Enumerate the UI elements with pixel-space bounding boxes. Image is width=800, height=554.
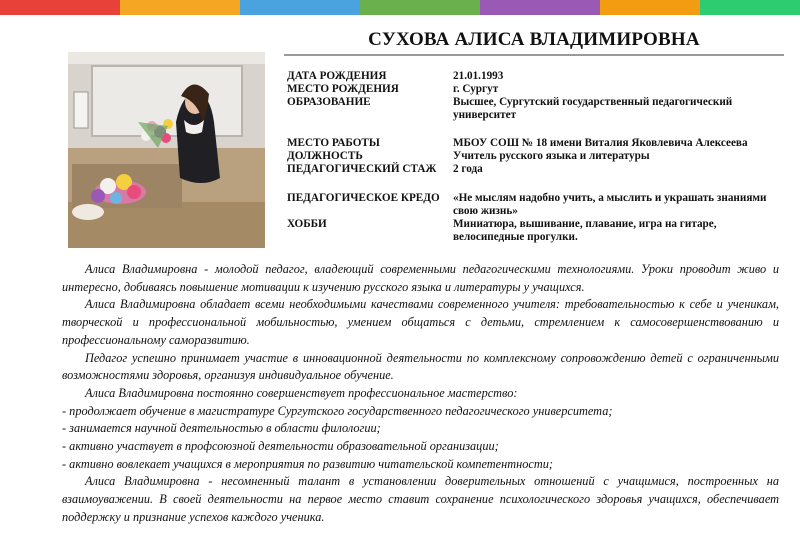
info-label: ПЕДАГОГИЧЕСКОЕ КРЕДО — [287, 192, 440, 204]
bio-paragraph: Педагог успешно принимает участие в инновационной деятельности по комплексному сопровождению детей с ограниченными возможностями здоровья, организуя индивидуальное обучение. — [62, 350, 779, 383]
stripe-segment — [0, 0, 120, 15]
stripe-segment — [480, 0, 600, 15]
info-value: 21.01.1993 — [453, 70, 504, 82]
info-value: «Не мыслям надобно учить, а мыслить и украшать знаниями свою жизнь» — [453, 192, 767, 217]
info-value: Учитель русского языка и литературы — [453, 150, 650, 162]
biography-text — [62, 261, 779, 527]
bio-paragraph: Алиса Владимировна обладает всеми необходимыми качествами современного учителя: требовательностью к себе и ученикам, творческой и профессиональной мобильностью, умением общаться с детьми, стремлением к самосовершенствованию и профессиональному саморазвитию. — [62, 297, 779, 347]
page-title: СУХОВА АЛИСА ВЛАДИМИРОВНА — [368, 29, 700, 50]
info-label: МЕСТО РАБОТЫ — [287, 137, 380, 149]
title-underline — [284, 54, 784, 56]
info-label: ПЕДАГОГИЧЕСКИЙ СТАЖ — [287, 163, 437, 175]
info-value: Высшее, Сургутский государственный педагогический университет — [453, 96, 733, 121]
stripe-segment — [240, 0, 360, 15]
info-label: ОБРАЗОВАНИЕ — [287, 96, 371, 108]
info-label: ДАТА РОЖДЕНИЯ — [287, 70, 387, 82]
bio-list-item: - активно участвует в профсоюзной деятельности образовательной организации; — [62, 439, 499, 454]
bio-list-item: - активно вовлекает учащихся в мероприятия по развитию читательской компетентности; — [62, 456, 553, 471]
info-label: ХОББИ — [287, 218, 327, 230]
bio-list-item: - занимается научной деятельностью в области филологии; — [62, 421, 381, 436]
bio-paragraph: Алиса Владимировна постоянно совершенствует профессиональное мастерство: — [85, 385, 518, 400]
stripe-segment — [600, 0, 700, 15]
stripe-segment — [700, 0, 800, 15]
teacher-photo — [68, 52, 265, 248]
info-value: г. Сургут — [453, 83, 499, 95]
header-color-stripe — [0, 0, 800, 15]
teacher-with-flowers-photo-icon — [68, 52, 265, 248]
info-label: ДОЛЖНОСТЬ — [287, 150, 363, 162]
info-value: Миниатюра, вышивание, плавание, игра на гитаре, велосипедные прогулки. — [453, 218, 717, 243]
stripe-segment — [120, 0, 240, 15]
bio-paragraph: Алиса Владимировна - молодой педагог, владеющий современными педагогическими технологиями. Уроки проводит живо и интересно, добиваясь повышение мотивации к изучению русского языка и литературы у учащихся. — [62, 262, 779, 294]
info-value: МБОУ СОШ № 18 имени Виталия Яковлевича Алексеева — [453, 137, 748, 149]
info-label: МЕСТО РОЖДЕНИЯ — [287, 83, 399, 95]
stripe-segment — [360, 0, 480, 15]
bio-paragraph-closing: Алиса Владимировна - несомненный талант в установлении доверительных отношений с учащимися, построенных на взаимоуважении. В своей деятельности на первое место ставит сохранение психологического здоровья учащихся, обеспечивает поддержку и признание успехов каждого ученика. — [62, 474, 779, 524]
bio-list-item: - продолжает обучение в магистратуре Сургутского государственного педагогического университета; — [62, 403, 613, 418]
info-value: 2 года — [453, 163, 483, 175]
